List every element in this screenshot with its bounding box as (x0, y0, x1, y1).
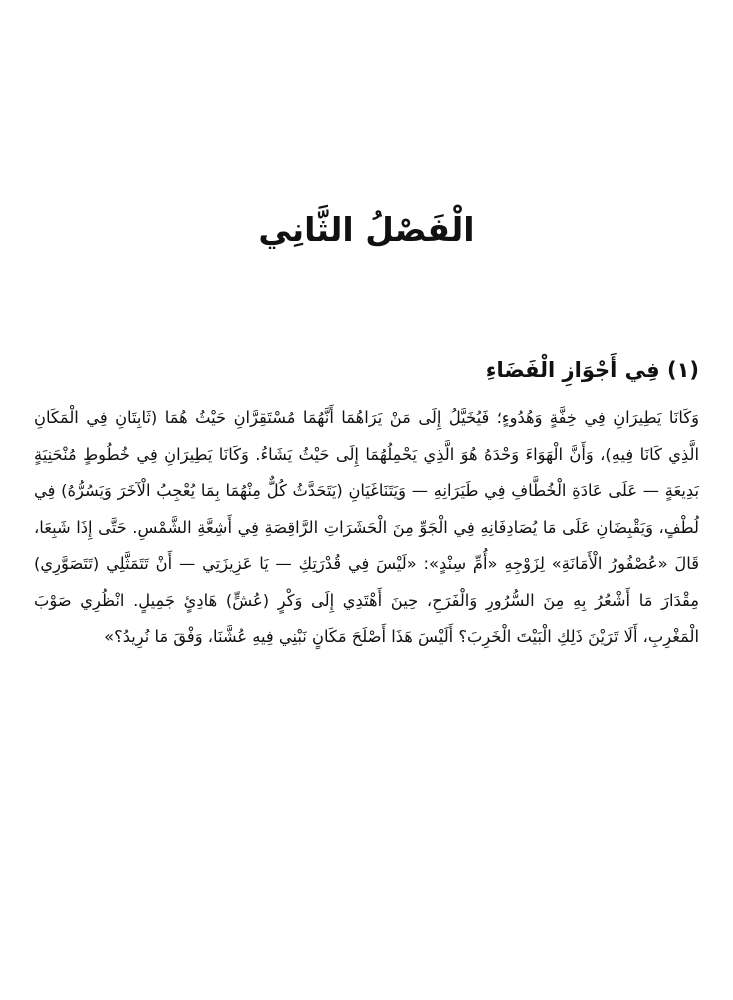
body-paragraph: وَكَانَا يَطِيرَانِ فِي خِفَّةٍ وَهُدُوءٍ؛ فَيُخَيَّلُ إِلَى مَنْ يَرَاهُمَا أَنَّهُمَا مُسْتَقِرَّانِ حَيْثُ هُمَا (ثَابِتَانِ فِي الْمَكَانِ الَّذِي كَانَا فِيهِ)، وَأَنَّ الْهَوَاءَ وَحْدَهُ هُوَ الَّذِي يَحْمِلُهُمَا إِلَى حَيْثُ يَشَاءُ. وَكَانَا يَطِيرَانِ فِي خُطُوطٍ مُنْحَنِيَةٍ بَدِيعَةٍ — عَلَى عَادَةِ الْخُطَّافِ فِي طَيَرَانِهِ — وَيَتَنَاغَيَانِ (يَتَحَدَّثُ كُلٌّ مِنْهُمَا بِمَا يُعْجِبُ الْآخَرَ وَيَسُرُّهُ) فِي لُطْفٍ، وَيَقْبِضَانِ عَلَى مَا يُصَادِفَانِهِ فِي الْجَوِّ مِنَ الْحَشَرَاتِ الرَّاقِصَةِ فِي أَشِعَّةِ الشَّمْسِ. حَتَّى إِذَا شَبِعَا، قَالَ «عُصْفُورُ الْأَمَانَةِ» لِزَوْجِهِ «أُمِّ سِنْدٍ»: «لَيْسَ فِي قُدْرَتِكِ — يَا عَزِيزَتِي — أَنْ تَتَمَثَّلِي (تَتَصَوَّرِي) مِقْدَارَ مَا أَشْعُرُ بِهِ مِنَ السُّرُورِ وَالْفَرَحِ، حِينَ أَهْتَدِي إِلَى وَكْرٍ (عُشٍّ) هَادِئٍ جَمِيلٍ. انْظُرِي صَوْبَ الْمَغْرِبِ، أَلَا تَرَيْنَ ذَلِكِ الْبَيْتَ الْخَرِبَ؟ أَلَيْسَ هَذَا أَصْلَحَ مَكَانٍ نَبْنِي فِيهِ عُشَّنَا، وَفْقَ مَا نُرِيدُ؟» (34, 408, 699, 646)
section-heading: (١) فِي أَجْوَازِ الْفَضَاءِ (485, 358, 699, 382)
chapter-title: الْفَصْلُ الثَّانِي (258, 210, 475, 249)
